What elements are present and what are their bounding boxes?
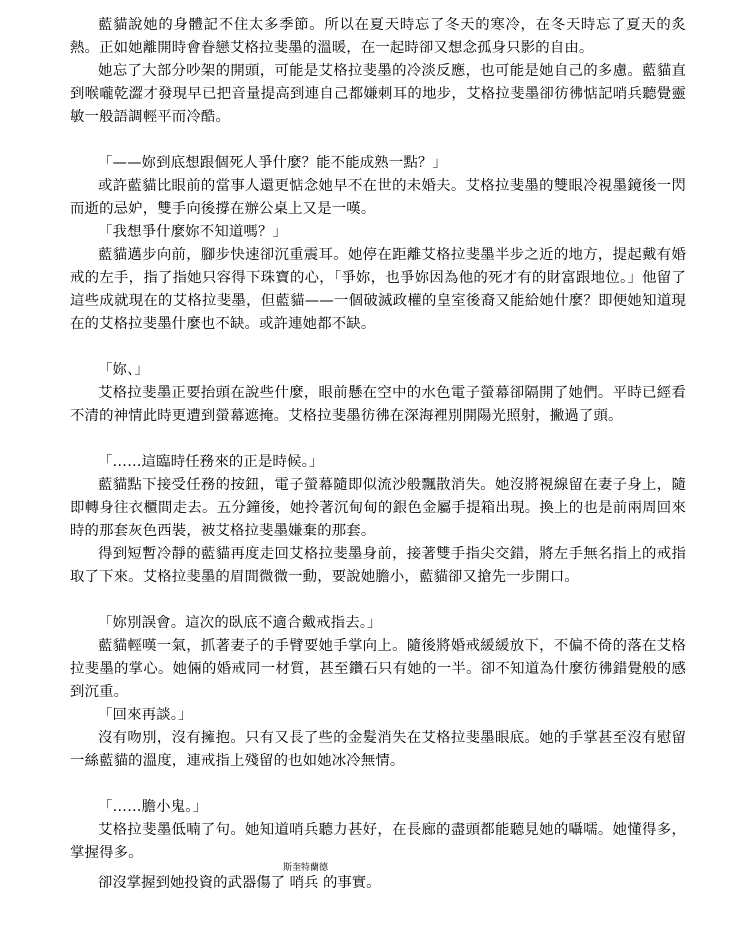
paragraph-gap bbox=[70, 336, 686, 359]
paragraph: 藍貓點下接受任務的按鈕，電子螢幕隨即似流沙般飄散消失。她沒將視線留在妻子身上，隨即轉身往衣櫃間走去。五分鐘後，她拎著沉甸甸的銀色金屬手提箱出現。換上的也是前兩周回來時的那套灰色西裝，被艾格拉斐墨嫌棄的那套。 bbox=[70, 477, 686, 539]
paragraph-gap bbox=[70, 589, 686, 612]
paragraph: 沒有吻別，沒有擁抱。只有又長了些的金髮消失在艾格拉斐墨眼底。她的手掌甚至沒有慰留一絲藍貓的溫度，連戒指上殘留的也如她冰冷無情。 bbox=[70, 730, 686, 769]
paragraph: 得到短暫冷靜的藍貓再度走回艾格拉斐墨身前，接著雙手指尖交錯，將左手無名指上的戒指取了下來。艾格拉斐墨的眉間微微一動，要說她膽小，藍貓卻又搶先一步開口。 bbox=[70, 546, 686, 585]
paragraph: 藍貓說她的身體記不住太多季節。所以在夏天時忘了冬天的寒冷，在冬天時忘了夏天的炙熱。正如她離開時會眷戀艾格拉斐墨的溫暖，在一起時卻又想念孤身只影的自由。 bbox=[70, 17, 686, 56]
paragraph: 藍貓輕嘆一氣，抓著妻子的手臂要她手掌向上。隨後將婚戒緩緩放下，不偏不倚的落在艾格拉斐墨的掌心。她倆的婚戒同一材質，甚至鑽石只有她的一半。卻不知道為什麼彷彿錯覺般的感到沉重。 bbox=[70, 638, 686, 700]
paragraph: 艾格拉斐墨低喃了句。她知道哨兵聽力甚好，在長廊的盡頭都能聽見她的囁嚅。她懂得多，掌握得多。 bbox=[70, 822, 686, 861]
ruby-annotation: 斯奎特蘭德 bbox=[283, 863, 329, 873]
final-line bbox=[70, 865, 686, 902]
paragraph: 她忘了大部分吵架的開頭，可能是艾格拉斐墨的冷淡反應，也可能是她自己的多慮。藍貓直到喉嚨乾澀才發現早已把音量提高到連自己都嫌刺耳的地步，艾格拉斐墨卻彷彿惦記哨兵聽覺靈敏一般語調輕平而冷酷。 bbox=[70, 63, 686, 125]
dialogue-line: 「妳、」 bbox=[98, 362, 149, 378]
paragraph: 或許藍貓比眼前的當事人還更惦念她早不在世的未婚夫。艾格拉斐墨的雙眼冷視墨鏡後一閃而逝的忌妒，雙手向後撐在辦公桌上又是一嘆。 bbox=[70, 178, 686, 217]
dialogue-line: 「回來再談。」 bbox=[98, 707, 193, 723]
dialogue-line: 「——妳到底想跟個死人爭什麼？能不能成熟一點？」 bbox=[98, 155, 447, 171]
paragraph-gap bbox=[70, 773, 686, 796]
dialogue-line: 「我想爭什麼妳不知道嗎？」 bbox=[98, 224, 288, 240]
paragraph-gap bbox=[70, 129, 686, 152]
dialogue-line: 「……這臨時任務來的正是時候。」 bbox=[98, 454, 324, 470]
dialogue-line: 「……膽小鬼。」 bbox=[98, 799, 208, 815]
paragraph: 艾格拉斐墨正要抬頭在說些什麼，眼前懸在空中的水色電子螢幕卻隔開了她們。平時已經看不清的神情此時更遭到螢幕遮掩。艾格拉斐墨彷彿在深海裡別開陽光照射，撇過了頭。 bbox=[70, 385, 686, 424]
dialogue-line: 「妳別誤會。這次的臥底不適合戴戒指去。」 bbox=[98, 615, 382, 631]
paragraph: 藍貓邁步向前，腳步快速卻沉重震耳。她停在距離艾格拉斐墨半步之近的地方，提起戴有婚戒的左手，指了指她只容得下珠寶的心，「爭妳，也爭妳因為他的死才有的財富跟地位。」他留了這些成就現在的艾格拉斐墨，但藍貓——一個破滅政權的皇室後裔又能給她什麼？即便她知道現在的艾格拉斐墨什麼也不缺。或許連她都不缺。 bbox=[70, 247, 686, 332]
paragraph-gap bbox=[70, 428, 686, 451]
final-line-text: 卻沒掌握到她投資的武器傷了 哨兵 的事實。 bbox=[98, 875, 381, 891]
